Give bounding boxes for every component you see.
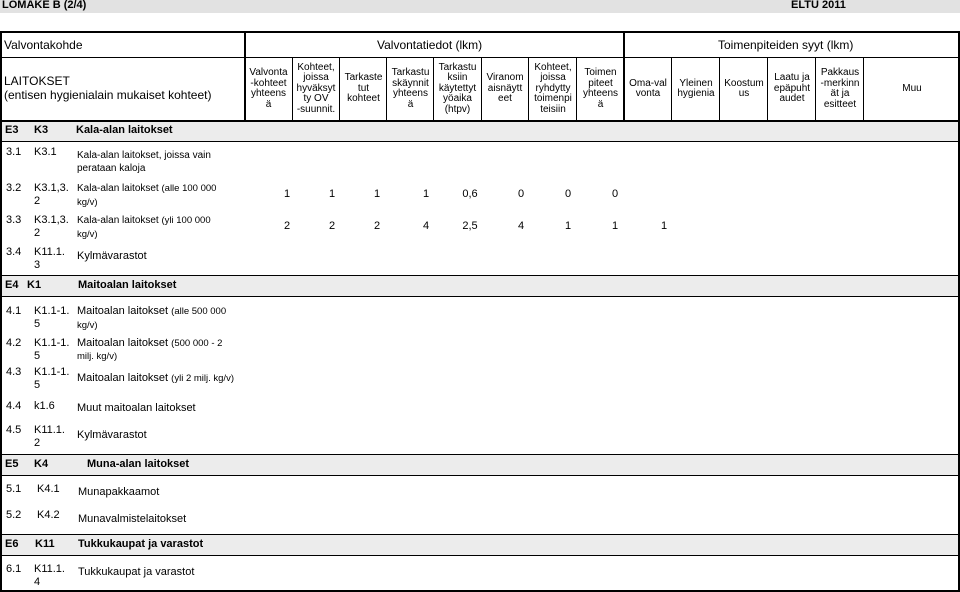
row-note-cont: kg/v) [77, 229, 98, 240]
row-label-line [77, 372, 234, 385]
value-cell: 1 [564, 220, 572, 232]
row-code: K1.1-1. 5 [34, 305, 70, 330]
col-header-composition: Koostum us [724, 77, 764, 99]
col-header-working-days: Tarkastu ksiin käytettyt yöaika (htpv) [438, 61, 477, 115]
row-number: 3.2 [6, 182, 22, 194]
value-cell: 1 [422, 188, 430, 200]
rule [292, 57, 293, 121]
rule [863, 57, 864, 121]
group-code: E6 [5, 538, 19, 550]
row-number: 4.4 [6, 400, 22, 412]
group-subcode: K4 [34, 458, 49, 470]
value-cell: 2 [373, 220, 381, 232]
row-label-line [77, 305, 226, 318]
rule [0, 555, 960, 556]
col-header-official-samples: Viranom aisnäytt eet [486, 72, 524, 105]
value-cell: 4 [517, 220, 525, 232]
value-cell: 1 [373, 188, 381, 200]
rule [0, 475, 960, 476]
row-label: Kala-alan laitokset, joissa vain [77, 150, 211, 161]
col-header-inspected-sites: Tarkaste tut kohteet [344, 72, 383, 105]
rule [0, 296, 960, 297]
col-header-self-monitoring: Oma-val vonta [629, 77, 667, 99]
col-header-packaging-labelling: Pakkaus -merkinn ät ja esitteet [820, 67, 860, 110]
row-note: (500 000 - 2 [171, 338, 223, 349]
row-number: 5.1 [6, 483, 22, 495]
group-label: Muna-alan laitokset [87, 458, 190, 470]
row-number: 4.3 [6, 366, 22, 378]
rule [767, 57, 768, 121]
row-label: Maitoalan laitokset [77, 337, 169, 349]
group-subcode: K11 [35, 538, 55, 550]
row-code: K3.1,3. 2 [34, 214, 69, 239]
row-label: Kala-alan laitokset [77, 215, 159, 226]
row-number: 4.2 [6, 337, 22, 349]
row-number: 4.5 [6, 424, 22, 436]
row-note: (yli 2 milj. kg/v) [171, 373, 234, 384]
row-number: 6.1 [6, 563, 22, 575]
row-code: K11.1. 2 [34, 424, 65, 449]
col-header-sites-with-measures: Kohteet, joissa ryhdytty toimenpi teisiin [534, 61, 572, 115]
value-cell: 1 [660, 220, 668, 232]
rule [481, 57, 482, 121]
row-code: K11.1. 3 [34, 246, 65, 271]
rule [623, 31, 625, 121]
row-label-line [77, 337, 222, 350]
rule [0, 31, 960, 33]
row-label: Kylmävarastot [77, 429, 147, 441]
row-label: Tukkukaupat ja varastot [78, 566, 195, 578]
group-subcode: K1 [27, 279, 42, 291]
rule [0, 275, 960, 276]
col-header-quality-impurities: Laatu ja epäpuht audet [773, 72, 811, 105]
rule [576, 57, 577, 121]
row-note: (alle 500 000 [171, 306, 227, 317]
rule [719, 57, 720, 121]
col-header-approved-plans: Kohteet, joissa hyväksyt ty OV -suunnit. [296, 61, 336, 115]
row-code: K4.2 [37, 509, 60, 521]
values-row-3-3 [0, 220, 960, 234]
row-note-cont: kg/v) [77, 320, 98, 331]
row-code: K3.1 [34, 146, 57, 158]
row-note-cont: kg/v) [77, 197, 98, 208]
value-cell: 2 [283, 220, 291, 232]
rule [433, 57, 434, 121]
rule [815, 57, 816, 121]
rule [0, 120, 960, 122]
value-cell: 0 [611, 188, 619, 200]
values-row-3-2 [0, 188, 960, 202]
group-code: E5 [5, 458, 19, 470]
rule [386, 57, 387, 121]
row-label: Muut maitoalan laitokset [77, 402, 196, 414]
section-data: Valvontatiedot (lkm) [377, 38, 483, 52]
row-code: K11.1. 4 [34, 563, 65, 588]
value-cell: 1 [611, 220, 619, 232]
row-label: Munapakkaamot [78, 486, 160, 498]
rule [671, 57, 672, 121]
col-header-measures-total: Toimen piteet yhteens ä [582, 67, 619, 110]
col-header-inspection-visits: Tarkastu skäynnit yhteens ä [391, 67, 430, 110]
value-cell: 0 [517, 188, 525, 200]
rule [339, 57, 340, 121]
value-cell: 0,6 [462, 188, 478, 200]
group-code: E4 [5, 279, 19, 291]
row-number: 5.2 [6, 509, 22, 521]
establishments-subtitle: (entisen hygienialain mukaiset kohteet) [4, 88, 212, 102]
rule [0, 534, 960, 535]
row-number: 3.4 [6, 246, 22, 258]
group-label: Maitoalan laitokset [78, 279, 177, 291]
value-cell: 2,5 [462, 220, 478, 232]
value-cell: 2 [328, 220, 336, 232]
section-causes: Toimenpiteiden syyt (lkm) [718, 38, 854, 52]
col-header-general-hygiene: Yleinen hygienia [677, 77, 715, 99]
value-cell: 0 [564, 188, 572, 200]
row-code: K4.1 [37, 483, 60, 495]
row-number: 3.1 [6, 146, 22, 158]
row-label: Munavalmistelaitokset [78, 513, 187, 525]
value-cell: 4 [422, 220, 430, 232]
group-subcode: K3 [34, 124, 49, 136]
group-label: Kala-alan laitokset [76, 124, 173, 136]
col-header-other: Muu [902, 82, 922, 94]
col-header-total-sites: Valvonta -kohteet yhteens ä [249, 67, 288, 110]
form-id: LOMAKE B (2/4) [2, 0, 87, 11]
value-cell: 1 [328, 188, 336, 200]
rule [0, 31, 2, 592]
row-note: (yli 100 000 [161, 215, 211, 226]
row-code: K1.1-1. 5 [34, 337, 70, 362]
rule [0, 141, 960, 142]
row-code: K1.1-1. 5 [34, 366, 70, 391]
section-supervision: Valvontakohde [4, 38, 83, 52]
rule [0, 454, 960, 455]
form-year: ELTU 2011 [791, 0, 846, 11]
row-code: K3.1,3. 2 [34, 182, 69, 207]
row-number: 4.1 [6, 305, 22, 317]
rule [0, 57, 960, 58]
group-label: Tukkukaupat ja varastot [78, 538, 204, 550]
row-label: Kylmävarastot [77, 250, 147, 262]
row-code: k1.6 [34, 400, 55, 412]
row-label: Maitoalan laitokset [77, 372, 169, 384]
rule [528, 57, 529, 121]
establishments-title: LAITOKSET [4, 74, 70, 88]
group-code: E3 [5, 124, 19, 136]
row-note-cont: milj. kg/v) [77, 351, 118, 362]
row-note: perataan kaloja [77, 163, 146, 174]
value-cell: 1 [283, 188, 291, 200]
row-note: (alle 100 000 [161, 183, 217, 194]
rule [244, 31, 246, 121]
row-number: 3.3 [6, 214, 22, 226]
row-label: Kala-alan laitokset [77, 183, 159, 194]
row-label: Maitoalan laitokset [77, 305, 169, 317]
